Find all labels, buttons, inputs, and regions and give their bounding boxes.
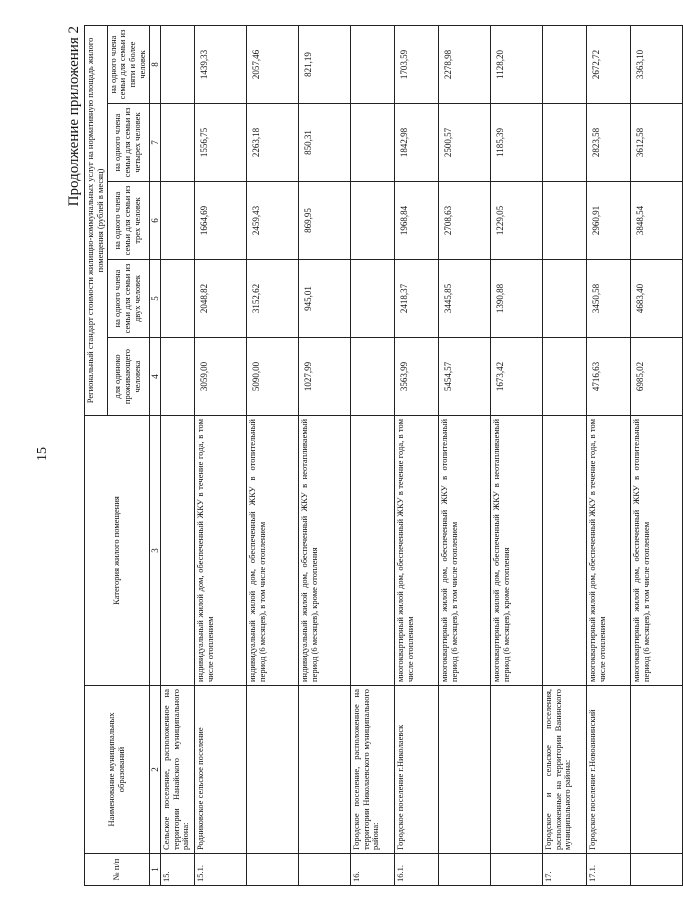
table-row bbox=[350, 25, 394, 885]
row-category: многоквартирный жилой дом, обеспеченный ЖКУ в неотапливаемый период (6 месяцев), кроме отопления bbox=[490, 416, 542, 686]
row-value: 2823,58 bbox=[586, 104, 630, 182]
row-value bbox=[160, 25, 194, 103]
row-value: 869,95 bbox=[298, 182, 350, 260]
row-value: 4683,40 bbox=[630, 260, 682, 338]
row-value bbox=[542, 260, 586, 338]
row-code bbox=[630, 854, 682, 886]
row-value: 3445,85 bbox=[438, 260, 490, 338]
row-category: многоквартирный жилой дом, обеспеченный ЖКУ в течение года, в том числе отоплением bbox=[394, 416, 438, 686]
col-number: 1 bbox=[149, 854, 160, 886]
header-category: Категория жилого помещения bbox=[85, 416, 150, 686]
row-value: 945,01 bbox=[298, 260, 350, 338]
row-value bbox=[160, 338, 194, 416]
row-name: Родниковское сельское поселение bbox=[194, 686, 246, 854]
row-value: 5090,00 bbox=[246, 338, 298, 416]
table-row bbox=[246, 25, 298, 885]
row-category bbox=[542, 416, 586, 686]
row-value: 3363,10 bbox=[630, 25, 682, 103]
col-number: 5 bbox=[149, 260, 160, 338]
row-value: 3059,00 bbox=[194, 338, 246, 416]
page-number: 15 bbox=[35, 447, 50, 461]
row-value: 2418,37 bbox=[394, 260, 438, 338]
row-value: 3450,58 bbox=[586, 260, 630, 338]
housing-cost-table bbox=[84, 25, 683, 886]
row-code: 17. bbox=[542, 854, 586, 886]
row-value bbox=[160, 104, 194, 182]
col-number: 3 bbox=[149, 416, 160, 686]
row-code: 15.1. bbox=[194, 854, 246, 886]
row-value: 1027,99 bbox=[298, 338, 350, 416]
header-name: Наименование муниципальных образований bbox=[85, 686, 150, 854]
col-number: 8 bbox=[149, 25, 160, 103]
header-c1: для одиноко проживающего человека bbox=[107, 338, 149, 416]
row-name bbox=[298, 686, 350, 854]
row-value bbox=[542, 338, 586, 416]
row-value: 2708,63 bbox=[438, 182, 490, 260]
row-category bbox=[350, 416, 394, 686]
row-value: 821,19 bbox=[298, 25, 350, 103]
row-category: многоквартирный жилой дом, обеспеченный ЖКУ в течение года, в том числе отоплением bbox=[586, 416, 630, 686]
row-value: 3848,54 bbox=[630, 182, 682, 260]
row-value: 5454,57 bbox=[438, 338, 490, 416]
row-code: 16. bbox=[350, 854, 394, 886]
table-row bbox=[586, 25, 630, 885]
rotated-document-sheet bbox=[64, 16, 651, 886]
col-number: 7 bbox=[149, 104, 160, 182]
header-num: № п/п bbox=[85, 854, 150, 886]
row-name: Городское поселение г.Новоаннинский bbox=[586, 686, 630, 854]
row-value bbox=[542, 104, 586, 182]
row-value: 2960,91 bbox=[586, 182, 630, 260]
row-value: 1390,88 bbox=[490, 260, 542, 338]
row-value: 2459,43 bbox=[246, 182, 298, 260]
row-value: 1556,75 bbox=[194, 104, 246, 182]
row-code bbox=[298, 854, 350, 886]
row-code bbox=[246, 854, 298, 886]
row-value: 2672,72 bbox=[586, 25, 630, 103]
row-value: 1673,42 bbox=[490, 338, 542, 416]
row-name: Городское поселение, расположенное на территории Николаевского муниципального района: bbox=[350, 686, 394, 854]
table-row bbox=[630, 25, 682, 885]
row-category: индивидуальный жилой дом, обеспеченный ЖКУ в течение года, в том числе отоплением bbox=[194, 416, 246, 686]
table-row bbox=[490, 25, 542, 885]
header-c2: на одного члена семьи для семьи из двух человек bbox=[107, 260, 149, 338]
row-value: 2500,57 bbox=[438, 104, 490, 182]
row-value bbox=[350, 25, 394, 103]
row-category: многоквартирный жилой дом, обеспеченный ЖКУ в отопительный период (6 месяцев), в том числе отоплением bbox=[630, 416, 682, 686]
row-code: 17.1. bbox=[586, 854, 630, 886]
table-row bbox=[438, 25, 490, 885]
row-value: 1128,20 bbox=[490, 25, 542, 103]
header-c5: на одного члена семьи для семьи из пяти и более человек bbox=[107, 25, 149, 103]
row-value: 850,31 bbox=[298, 104, 350, 182]
row-value bbox=[160, 260, 194, 338]
row-value bbox=[350, 104, 394, 182]
row-value bbox=[542, 182, 586, 260]
row-value: 1439,33 bbox=[194, 25, 246, 103]
row-category: индивидуальный жилой дом, обеспеченный ЖКУ в отопительный период (6 месяцев), в том числе отоплением bbox=[246, 416, 298, 686]
row-code bbox=[438, 854, 490, 886]
row-value bbox=[542, 25, 586, 103]
row-name: Городское поселение г.Николаевск bbox=[394, 686, 438, 854]
header-c4: на одного члена семьи для семьи из четырех человек bbox=[107, 104, 149, 182]
table-row bbox=[394, 25, 438, 885]
row-value: 3563,99 bbox=[394, 338, 438, 416]
row-name bbox=[246, 686, 298, 854]
row-value bbox=[350, 260, 394, 338]
header-standard: Региональный стандарт стоимости жилищно-коммунальных услуг на нормативную площадь жилого помещения (рублей в месяц) bbox=[85, 25, 108, 415]
row-value: 1185,39 bbox=[490, 104, 542, 182]
row-code: 16.1. bbox=[394, 854, 438, 886]
row-category bbox=[160, 416, 194, 686]
row-code: 15. bbox=[160, 854, 194, 886]
col-number: 2 bbox=[149, 686, 160, 854]
row-value: 2057,46 bbox=[246, 25, 298, 103]
row-value: 2263,18 bbox=[246, 104, 298, 182]
table-body bbox=[160, 25, 682, 885]
row-value bbox=[350, 182, 394, 260]
row-value bbox=[160, 182, 194, 260]
row-value: 1229,05 bbox=[490, 182, 542, 260]
table-row bbox=[542, 25, 586, 885]
row-name bbox=[490, 686, 542, 854]
row-value: 3612,58 bbox=[630, 104, 682, 182]
row-value: 1703,59 bbox=[394, 25, 438, 103]
row-name: Городское и сельское поселения, расположенные на территории Ванинского муниципального района: bbox=[542, 686, 586, 854]
row-category: многоквартирный жилой дом, обеспеченный ЖКУ в отопительный период (6 месяцев), в том числе отоплением bbox=[438, 416, 490, 686]
appendix-title: Продолжение приложения 2 bbox=[66, 26, 82, 207]
row-value: 3152,62 bbox=[246, 260, 298, 338]
row-code bbox=[490, 854, 542, 886]
table-row bbox=[160, 25, 194, 885]
col-number: 6 bbox=[149, 182, 160, 260]
header-c3: на одного члена семьи для семьи из трех человек bbox=[107, 182, 149, 260]
column-number-row bbox=[149, 25, 160, 885]
row-value: 1842,98 bbox=[394, 104, 438, 182]
row-name bbox=[438, 686, 490, 854]
table-row bbox=[298, 25, 350, 885]
row-value: 1664,69 bbox=[194, 182, 246, 260]
row-name bbox=[630, 686, 682, 854]
row-value bbox=[350, 338, 394, 416]
table-row bbox=[194, 25, 246, 885]
row-name: Сельское поселение, расположенное на территории Нанайского муниципального района: bbox=[160, 686, 194, 854]
row-category: индивидуальный жилой дом, обеспеченный ЖКУ в неотапливаемый период (6 месяцев), кроме отопления bbox=[298, 416, 350, 686]
row-value: 1968,84 bbox=[394, 182, 438, 260]
row-value: 2278,98 bbox=[438, 25, 490, 103]
row-value: 6985,02 bbox=[630, 338, 682, 416]
row-value: 4716,63 bbox=[586, 338, 630, 416]
col-number: 4 bbox=[149, 338, 160, 416]
row-value: 2048,82 bbox=[194, 260, 246, 338]
